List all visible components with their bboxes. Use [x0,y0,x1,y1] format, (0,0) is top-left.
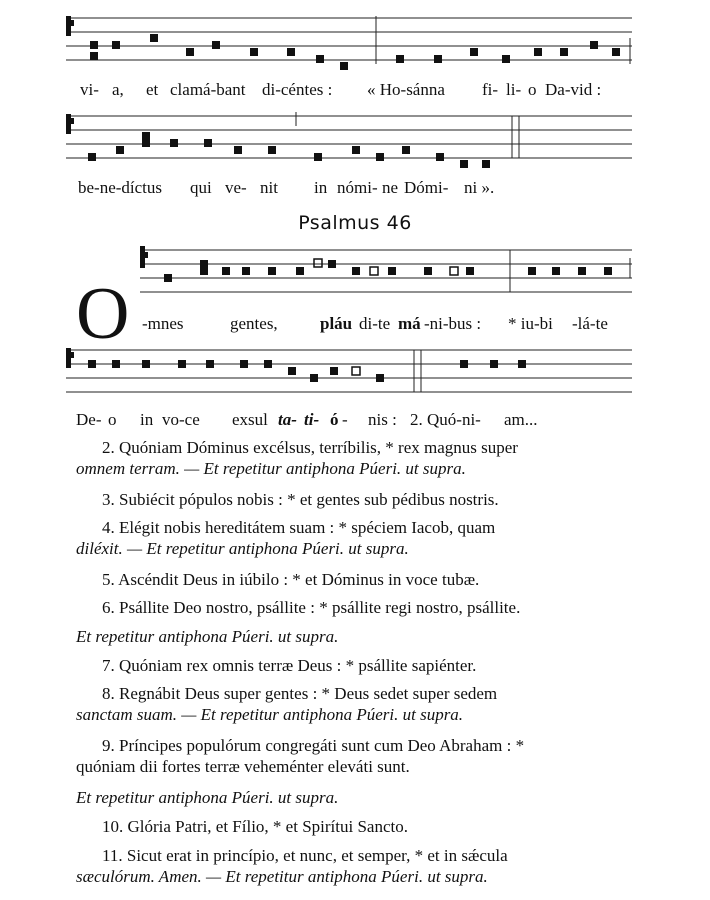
staff-1 [0,8,710,78]
verse-line: sanctam suam. — Et repetitur antiphona Púeri. ut supra. [76,705,464,724]
syllable: De- [76,410,102,429]
psalm-title: Psalmus 46 [298,212,412,234]
syllable: ta- [278,410,297,429]
syllable: gentes, [230,314,278,333]
staff-2 [0,106,710,176]
syllable: pláu [320,314,353,333]
syllable: clamá-bant [170,80,246,99]
verse-5 [76,569,642,590]
verse-number: 4. [102,518,115,537]
verse-8 [76,683,642,725]
verse-7 [76,655,642,676]
verse-number: 10. [102,817,124,836]
syllable: ti- [304,410,320,429]
syllable: -mnes [142,314,184,333]
verse-number: 11. [102,846,123,865]
syllable: fi- [482,80,499,99]
verse-line: Quóniam rex omnis terræ Deus : * psállite sapiénter. [119,656,477,675]
syllable: Dómi- [404,178,449,197]
antiphon-repeat-1: Et repetitur antiphona Púeri. ut supra. [76,627,339,646]
syllable: -ni-bus : [424,314,482,333]
syllable: o [108,410,117,429]
verse-line: sæculórum. Amen. — Et repetitur antiphona Púeri. ut supra. [76,867,488,886]
verse-number: 8. [102,684,115,703]
syllable: Da-vid : [545,80,602,99]
verse-line: Elégit nobis hereditátem suam : * spéciem Iacob, quam [119,518,496,537]
antiphon-repeat-2: Et repetitur antiphona Púeri. ut supra. [76,788,339,807]
verse-line: Psállite Deo nostro, psállite : * psállite regi nostro, psállite. [119,598,521,617]
staff-4 [0,340,710,410]
syllable: ni ». [464,178,495,197]
syllable: a, [112,80,124,99]
staff-1-svg [0,8,710,78]
syllable: - [342,410,348,429]
syllable: 2. Quó-ni- [410,410,481,429]
verse-2 [76,437,642,479]
syllable: be-ne-díctus [78,178,163,197]
syllable: * iu-bi [508,314,553,333]
syllable: am... [504,410,538,429]
verse-11 [76,845,642,887]
syllable: nis : [368,410,397,429]
drop-capital: O [76,273,130,355]
syllable: ve- [225,178,247,197]
syllable: má [398,314,421,333]
syllable: ó [330,410,339,429]
verse-line: diléxit. — Et repetitur antiphona Púeri. ut supra. [76,539,409,558]
verse-number: 2. [102,438,115,457]
syllable: « Ho-sánna [367,80,445,99]
verse-line: Ascéndit Deus in iúbilo : * et Dóminus in voce tubæ. [118,570,480,589]
syllable: ne [382,178,399,197]
verse-9 [76,735,642,777]
verse-number: 3. [102,490,115,509]
verse-number: 5. [102,570,115,589]
staff-4-svg [0,340,710,410]
syllable: et [146,80,159,99]
syllable: o [528,80,537,99]
syllable: nit [260,178,278,197]
verse-4 [76,517,642,559]
syllable: in [140,410,154,429]
staff-2-svg [0,106,710,176]
verse-10 [76,816,642,837]
syllable: -lá-te [572,314,608,333]
syllable: exsul [232,410,268,429]
verse-line: Sicut erat in princípio, et nunc, et semper, * et in sǽcula [126,846,508,865]
verse-6 [76,597,642,618]
verse-line: omnem terram. — Et repetitur antiphona Púeri. ut supra. [76,459,466,478]
verse-line: quóniam dii fortes terræ veheménter eleváti sunt. [76,757,410,776]
verse-text [76,437,642,458]
syllable: di-céntes : [262,80,333,99]
syllable: vo-ce [162,410,200,429]
syllable: in [314,178,328,197]
verse-number: 6. [102,598,115,617]
syllable: li- [506,80,522,99]
verse-3 [76,489,642,510]
syllable: nómi- [337,178,378,197]
verse-line: Regnábit Deus super gentes : * Deus sedet super sedem [119,684,498,703]
verse-number: 9. [102,736,115,755]
verse-line: Subiécit pópulos nobis : * et gentes sub pédibus nostris. [119,490,499,509]
syllable: qui [190,178,212,197]
verse-line: Príncipes populórum congregáti sunt cum Deo Abraham : * [119,736,525,755]
syllable: di-te [359,314,391,333]
verse-line: Glória Patri, et Fílio, * et Spirítui Sancto. [127,817,408,836]
verse-number: 7. [102,656,115,675]
syllable: vi- [80,80,99,99]
verse-line: Quóniam Dóminus excélsus, terríbilis, * rex magnus super [119,438,518,457]
